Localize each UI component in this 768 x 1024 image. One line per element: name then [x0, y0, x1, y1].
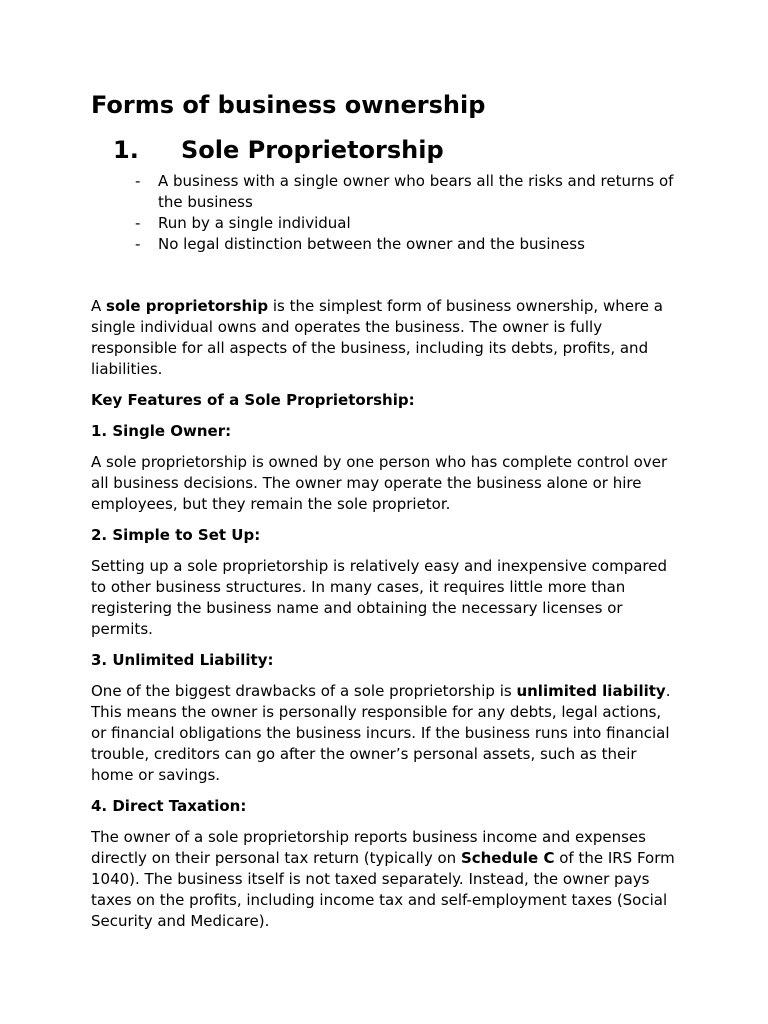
features-heading: Key Features of a Sole Proprietorship: — [91, 391, 415, 409]
section-number: 1. — [113, 136, 139, 164]
feature-paragraph — [91, 827, 681, 932]
list-item — [91, 171, 691, 213]
intro-paragraph — [91, 296, 681, 380]
bullet-dash: - — [135, 235, 141, 253]
intro-term: sole proprietorship — [106, 297, 269, 315]
page-title: Forms of business ownership — [91, 91, 486, 119]
feature-text-pre: A sole proprietorship is owned by one person who has complete control over all business decisions. The owner may operate the business alone or hire employees, but they remain the sole proprietor. — [91, 453, 668, 513]
bullet-text: A business with a single owner who bears all the risks and returns of the business — [158, 172, 674, 211]
feature-text-post: of the IRS Form 1040). The business itself is not taxed separately. Instead, the owner pays taxes on the profits, including income tax and self-employment taxes (Social Security and Medicare). — [91, 849, 675, 930]
intro-text-pre: A — [91, 297, 107, 315]
intro-text-post: is the simplest form of business ownership, where a single individual owns and operates the business. The owner is fully responsible for all aspects of the business, including its debts, profits, and liabilities. — [91, 297, 663, 378]
feature-text-post: . This means the owner is personally responsible for any debts, legal actions, or financial obligations the business incurs. If the business runs into financial trouble, creditors can go after the owner’s personal assets, such as their home or savings. — [91, 682, 671, 784]
list-item — [91, 234, 691, 255]
feature-heading: 2. Simple to Set Up: — [91, 526, 261, 544]
feature-text-pre: The owner of a sole proprietorship reports business income and expenses directly on their personal tax return (typically on — [91, 828, 646, 867]
feature-paragraph — [91, 681, 681, 786]
feature-paragraph — [91, 452, 681, 515]
feature-heading: 4. Direct Taxation: — [91, 797, 247, 815]
feature-text-pre: One of the biggest drawbacks of a sole proprietorship is — [91, 682, 517, 700]
bullet-text: Run by a single individual — [158, 214, 351, 232]
section-heading-text: Sole Proprietorship — [181, 136, 444, 164]
list-item — [91, 213, 691, 234]
bullet-dash: - — [135, 214, 141, 232]
section-heading — [113, 136, 444, 164]
feature-term: Schedule C — [460, 849, 555, 867]
feature-heading: 3. Unlimited Liability: — [91, 651, 274, 669]
feature-heading: 1. Single Owner: — [91, 422, 232, 440]
document-body — [91, 296, 681, 942]
feature-text-pre: Setting up a sole proprietorship is relatively easy and inexpensive compared to other business structures. In many cases, it requires little more than registering the business name and obtaining the necessary licenses or permits. — [91, 557, 667, 638]
bullet-text: No legal distinction between the owner and the business — [158, 235, 585, 253]
bullet-list — [91, 171, 691, 255]
feature-term: unlimited liability — [516, 682, 666, 700]
feature-paragraph — [91, 556, 681, 640]
bullet-dash: - — [135, 172, 141, 190]
